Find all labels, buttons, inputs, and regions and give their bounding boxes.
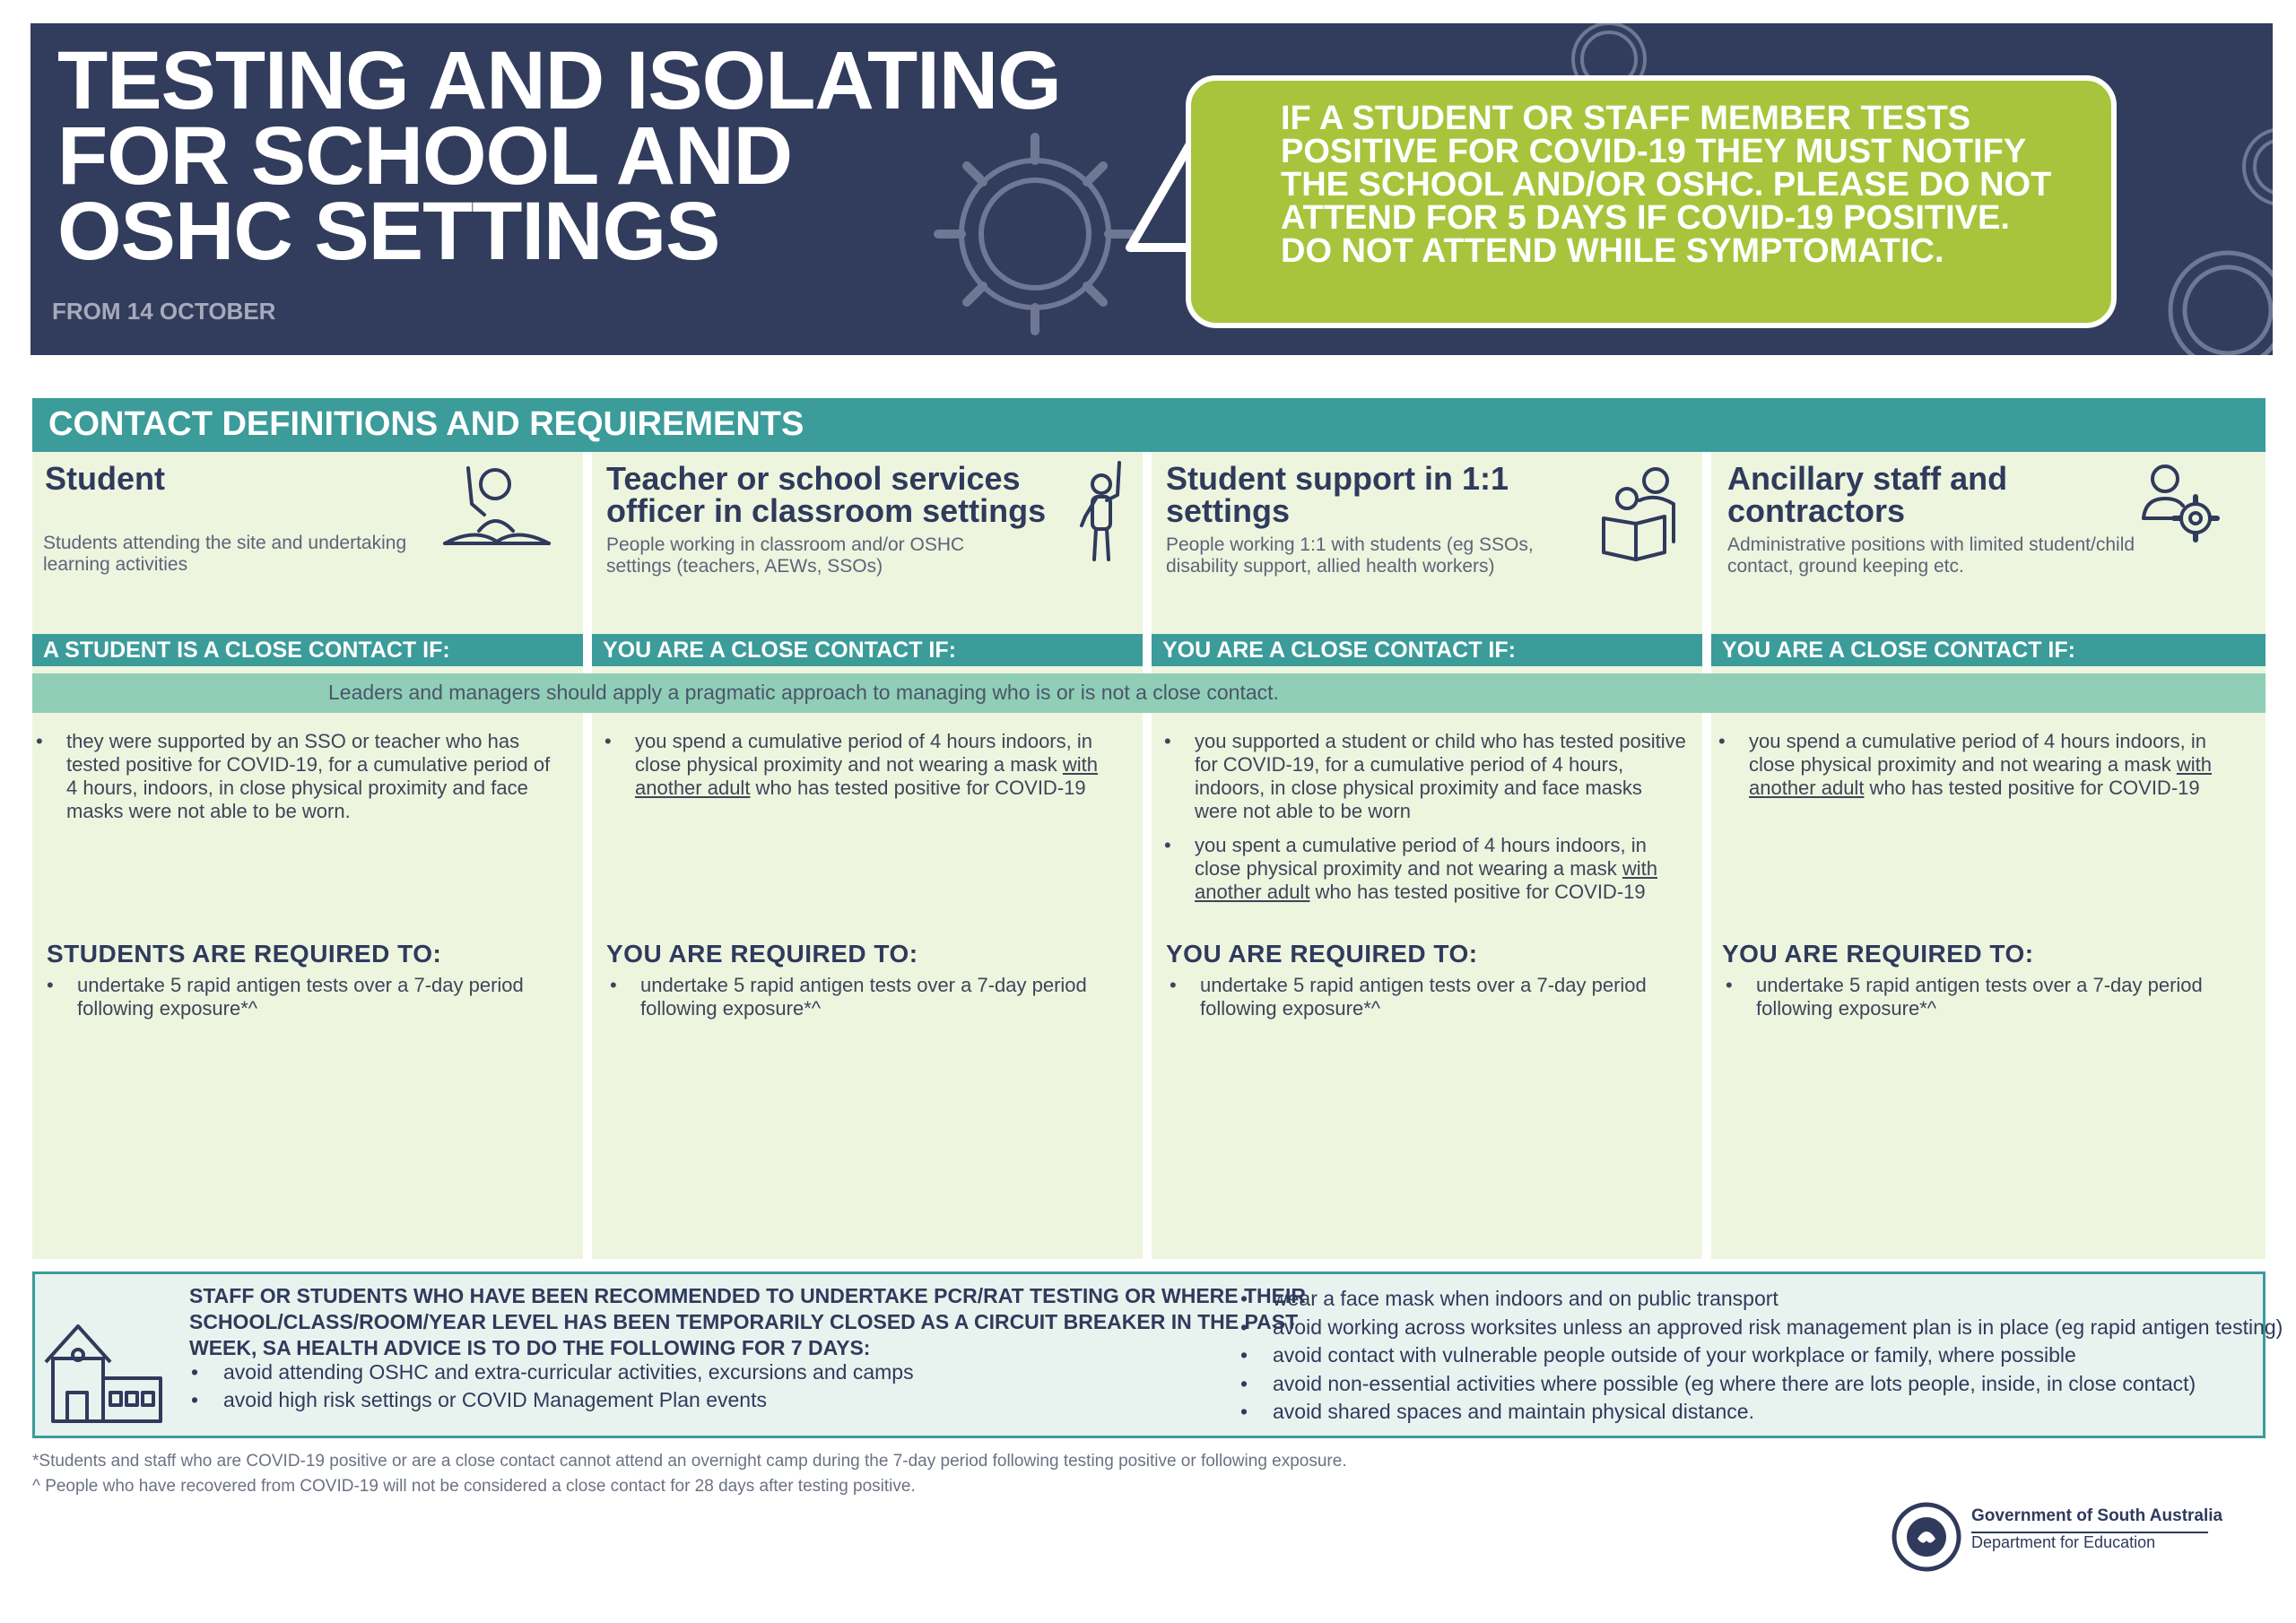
teacher-pointing-icon [1073,459,1132,563]
alert-line: ATTEND FOR 5 DAYS IF COVID-19 POSITIVE. [1281,199,2010,237]
required-header: YOU ARE REQUIRED TO: [1722,940,2034,968]
role-title-line: Ancillary staff and [1727,460,2008,497]
sa-health-advice-box [32,1271,2283,1438]
leaders-note: Leaders and managers should apply a pragmatic approach to managing who is or is not a close contact. [32,673,2266,713]
required-list [43,974,581,1031]
alert-line: POSITIVE FOR COVID-19 THEY MUST NOTIFY [1281,133,2027,170]
item-text: you spend a cumulative period of 4 hours indoors, in close physical proximity and not wearing a mask [1749,730,2206,776]
effective-date: FROM 14 OCTOBER [52,298,276,325]
contact-list [32,730,561,834]
role-title-line: settings [1166,492,1291,529]
required-header: STUDENTS ARE REQUIRED TO: [47,940,442,968]
role-title-line: Teacher or school services [606,460,1021,497]
close-contact-header: YOU ARE A CLOSE CONTACT IF: [592,634,1143,666]
positive-test-alert [1186,75,2117,328]
required-list [1166,974,1650,1031]
heading-line: STAFF OR STUDENTS WHO HAVE BEEN RECOMMENDED TO UNDERTAKE PCR/RAT TESTING OR WHERE THEIR [189,1284,1306,1307]
list-item [1161,834,1690,904]
item-text: you spend a cumulative period of 4 hours indoors, in close physical proximity and not wearing a mask [635,730,1092,776]
contact-list [1161,730,1690,915]
role-title [1727,460,2008,529]
role-title-line: contractors [1727,492,1906,529]
school-building-icon [40,1319,166,1425]
alert-line: THE SCHOOL AND/OR OSHC. PLEASE DO NOT [1281,166,2052,204]
page-title [57,35,1061,277]
underlined-text: with another adult [1749,753,2213,799]
list-item: • avoid shared spaces and maintain physical distance. [1239,1398,2283,1427]
required-header: YOU ARE REQUIRED TO: [1166,940,1478,968]
underlined-text: with another adult [635,753,1099,799]
list-item: • avoid contact with vulnerable people outside of your workplace or family, where possible [1239,1341,2283,1370]
section-title: CONTACT DEFINITIONS AND REQUIREMENTS [32,398,2266,452]
role-description: Administrative positions with limited student/child contact, ground keeping etc. [1727,534,2135,577]
item-text: you spent a cumulative period of 4 hours indoors, in close physical proximity and not wearing a mask [1195,834,1647,880]
list-item: • undertake 5 rapid antigen tests over a 7-day period following exposure*^ [43,974,581,1020]
item-text: who has tested positive for COVID-19 [1864,777,2200,799]
list-item [32,730,561,823]
state-seal-icon [1891,1501,1962,1573]
item-text: they were supported by an SSO or teacher who has tested positive for COVID-19, for a cumulative period of 4 hours, indoors, in close physical proximity and face masks were not able to be worn. [66,730,551,822]
required-list [606,974,1091,1031]
list-item [1161,730,1690,823]
item-text: who has tested positive for COVID-19 [1309,881,1646,903]
heading-line: SCHOOL/CLASS/ROOM/YEAR LEVEL HAS BEEN TEMPORARILY CLOSED AS A CIRCUIT BREAKER IN THE PAST [189,1310,1299,1333]
role-description: People working in classroom and/or OSHC settings (teachers, AEWs, SSOs) [606,534,965,577]
role-title-line: Student [45,460,165,497]
advice-heading [189,1283,1306,1361]
role-title [606,460,1047,529]
role-title [45,460,165,497]
required-list [1722,974,2206,1031]
advice-list-right [1239,1285,2283,1427]
alert-line: IF A STUDENT OR STAFF MEMBER TESTS [1281,100,1971,137]
virus-outline-icon [918,117,1152,351]
advice-list-left [189,1358,914,1414]
footnotes [32,1449,1347,1499]
role-title [1166,460,1509,529]
contact-list [1715,730,2253,811]
role-description: People working 1:1 with students (eg SSOs, disability support, allied health workers) [1166,534,1534,577]
logo-divider [1971,1532,2208,1533]
virus-outline-icon [2219,104,2273,230]
underlined-text: with another adult [1195,857,1658,903]
list-item [1715,730,2253,800]
required-header: YOU ARE REQUIRED TO: [606,940,918,968]
list-item: • avoid high risk settings or COVID Management Plan events [189,1386,914,1414]
logo-text [1971,1506,2222,1552]
list-item: • undertake 5 rapid antigen tests over a 7-day period following exposure*^ [1166,974,1650,1020]
list-item: • avoid non-essential activities where possible (eg where there are lots people, inside, in close contact) [1239,1370,2283,1399]
footnote: *Students and staff who are COVID-19 positive or are a close contact cannot attend an overnight camp during the 7-day period following testing positive or following exposure. [32,1452,1347,1471]
role-description: Students attending the site and undertaking learning activities [43,533,407,575]
item-text: who has tested positive for COVID-19 [750,777,1086,799]
contact-list [601,730,1130,811]
list-item: • undertake 5 rapid antigen tests over a 7-day period following exposure*^ [1722,974,2206,1020]
student-raising-hand-icon [439,459,556,549]
list-item: • avoid working across worksites unless an approved risk management plan is in place (eg rapid antigen testing) [1239,1314,2283,1342]
logo-line-2: Department for Education [1971,1533,2156,1551]
virus-outline-icon [2129,212,2273,355]
person-gear-icon [2138,461,2224,547]
item-text: you supported a student or child who has tested positive for COVID-19, for a cumulative period of 4 hours, indoors, in close physical proximity and face masks were not able to be worn [1195,730,1686,822]
government-logo [1891,1501,2223,1591]
title-line: FOR SCHOOL AND [57,110,793,202]
list-item: • wear a face mask when indoors and on public transport [1239,1285,2283,1314]
list-item [601,730,1130,800]
close-contact-header: YOU ARE A CLOSE CONTACT IF: [1711,634,2266,666]
header-banner [30,23,2273,355]
title-line: OSHC SETTINGS [57,186,720,277]
alert-line: DO NOT ATTEND WHILE SYMPTOMATIC. [1281,232,1944,270]
footnote: ^ People who have recovered from COVID-19 will not be considered a close contact for 28 days after testing positive. [32,1477,916,1496]
logo-line-1: Government of South Australia [1971,1506,2223,1525]
list-item: • avoid attending OSHC and extra-curricular activities, excursions and camps [189,1358,914,1386]
close-contact-header: A STUDENT IS A CLOSE CONTACT IF: [32,634,583,666]
list-item: • undertake 5 rapid antigen tests over a 7-day period following exposure*^ [606,974,1091,1020]
role-title-line: officer in classroom settings [606,492,1047,529]
title-line: TESTING AND ISOLATING [57,35,1061,126]
heading-line: WEEK, SA HEALTH ADVICE IS TO DO THE FOLLOWING FOR 7 DAYS: [189,1336,871,1359]
close-contact-header: YOU ARE A CLOSE CONTACT IF: [1152,634,1702,666]
role-title-line: Student support in 1:1 [1166,460,1509,497]
reading-support-icon [1600,464,1686,563]
